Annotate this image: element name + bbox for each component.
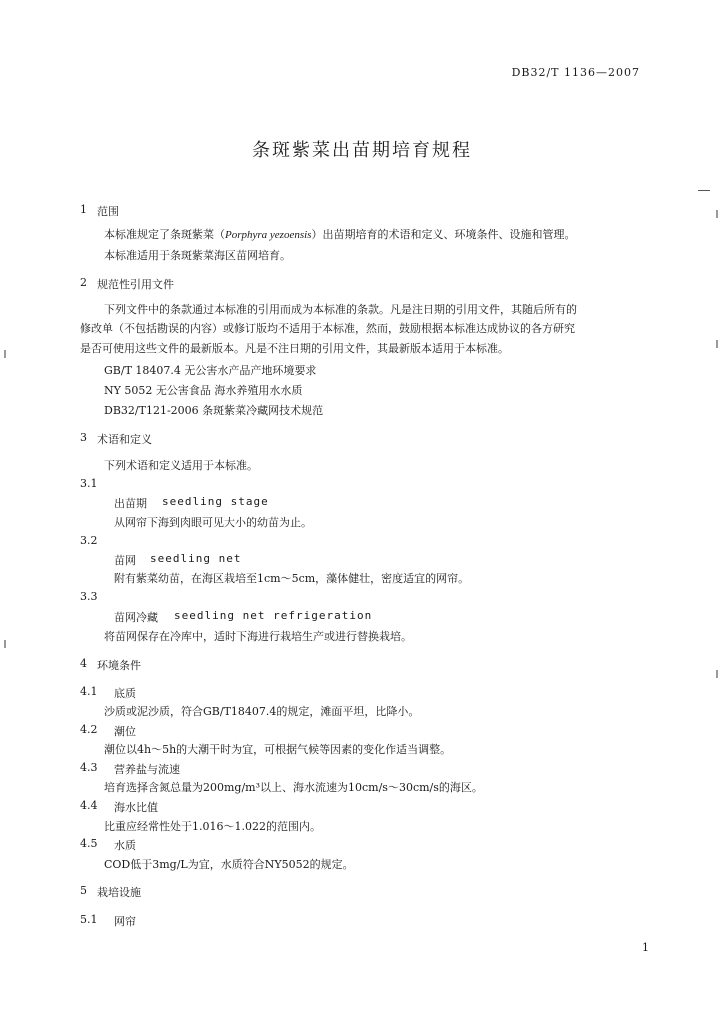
- standard-code: DB32/T 1136—2007: [511, 66, 640, 79]
- section-2-paragraph-line-1: 下列文件中的条款通过本标准的引用而成为本标准的条款。凡是注日期的引用文件，其随后所有的: [104, 303, 577, 316]
- term-3-number: 3.3: [80, 590, 98, 603]
- section-1-paragraph-1: [104, 226, 575, 242]
- reference-item: GB/T 18407.4 无公害水产品产地环境要求: [104, 364, 317, 377]
- section-2-number: 2: [80, 276, 87, 289]
- term-1-english: seedling stage: [162, 495, 269, 508]
- scan-edge-mark: [716, 670, 718, 678]
- item-4-1-text: 沙质或泥沙质，符合GB/T18407.4的规定，滩面平坦，比降小。: [104, 705, 420, 718]
- page-title: 条斑紫菜出苗期培育规程: [252, 140, 472, 161]
- scope-text-b: ）出苗期培育的术语和定义、环境条件、设施和管理。: [311, 228, 576, 241]
- item-4-5-number: 4.5: [80, 837, 98, 850]
- term-2-chinese: 苗网: [114, 554, 136, 567]
- item-5-1-number: 5.1: [80, 913, 98, 926]
- item-4-1-heading: 底质: [114, 687, 136, 700]
- item-4-4-heading: 海水比值: [114, 801, 158, 814]
- page-number: 1: [642, 941, 649, 954]
- item-4-2-text: 潮位以4h～5h的大潮干时为宜，可根据气候等因素的变化作适当调整。: [104, 743, 452, 756]
- reference-item: DB32/T121-2006 条斑紫菜冷藏网技术规范: [104, 404, 324, 417]
- section-3-heading: 术语和定义: [97, 433, 152, 446]
- section-1-number: 1: [80, 203, 87, 216]
- section-4-number: 4: [80, 657, 87, 670]
- term-3-english: seedling net refrigeration: [174, 609, 373, 622]
- scan-edge-mark: [4, 640, 6, 648]
- section-5-heading: 栽培设施: [97, 886, 141, 899]
- item-4-5-text: COD低于3mg/L为宜，水质符合NY5052的规定。: [104, 858, 354, 871]
- section-2-paragraph-line-2: 修改单（不包括勘误的内容）或修订版均不适用于本标准，然而，鼓励根据本标准达成协议的各方研究: [80, 322, 575, 335]
- reference-item: NY 5052 无公害食品 海水养殖用水水质: [104, 384, 303, 397]
- scan-edge-mark: [4, 350, 6, 358]
- item-4-4-number: 4.4: [80, 799, 98, 812]
- section-5-number: 5: [80, 884, 87, 897]
- term-2-definition: 附有紫菜幼苗，在海区栽培至1cm～5cm，藻体健壮，密度适宜的网帘。: [114, 572, 470, 585]
- item-4-5-heading: 水质: [114, 839, 136, 852]
- item-4-2-number: 4.2: [80, 723, 98, 736]
- term-1-number: 3.1: [80, 477, 98, 490]
- section-3-intro: 下列术语和定义适用于本标准。: [104, 459, 258, 472]
- item-4-3-number: 4.3: [80, 761, 98, 774]
- section-1-heading: 范围: [97, 205, 119, 218]
- term-1-definition: 从网帘下海到肉眼可见大小的幼苗为止。: [114, 516, 312, 529]
- section-2-heading: 规范性引用文件: [97, 278, 174, 291]
- item-4-1-number: 4.1: [80, 685, 98, 698]
- item-4-3-text: 培育选择含氮总量为200mg/m³以上、海水流速为10cm/s～30cm/s的海区。: [104, 781, 483, 794]
- latin-species-name: Porphyra yezoensis: [225, 229, 312, 241]
- scan-edge-mark: [716, 210, 718, 218]
- scan-edge-mark: [698, 190, 710, 191]
- scan-edge-mark: [716, 340, 718, 348]
- item-4-4-text: 比重应经常性处于1.016～1.022的范围内。: [104, 820, 321, 833]
- section-1-paragraph-2: 本标准适用于条斑紫菜海区苗网培育。: [104, 249, 291, 262]
- term-2-english: seedling net: [150, 552, 242, 565]
- item-5-1-heading: 网帘: [114, 915, 136, 928]
- section-4-heading: 环境条件: [97, 659, 141, 672]
- item-4-2-heading: 潮位: [114, 725, 136, 738]
- scope-text-a: 本标准规定了条斑紫菜（: [104, 228, 225, 241]
- item-4-3-heading: 营养盐与流速: [114, 763, 180, 776]
- term-1-chinese: 出苗期: [114, 497, 147, 510]
- section-3-number: 3: [80, 431, 87, 444]
- section-2-paragraph-line-3: 是否可使用这些文件的最新版本。凡是不注日期的引用文件，其最新版本适用于本标准。: [80, 342, 509, 355]
- term-2-number: 3.2: [80, 534, 98, 547]
- term-3-chinese: 苗网冷藏: [114, 611, 158, 624]
- term-3-definition: 将苗网保存在冷库中，适时下海进行栽培生产或进行替换栽培。: [104, 630, 412, 643]
